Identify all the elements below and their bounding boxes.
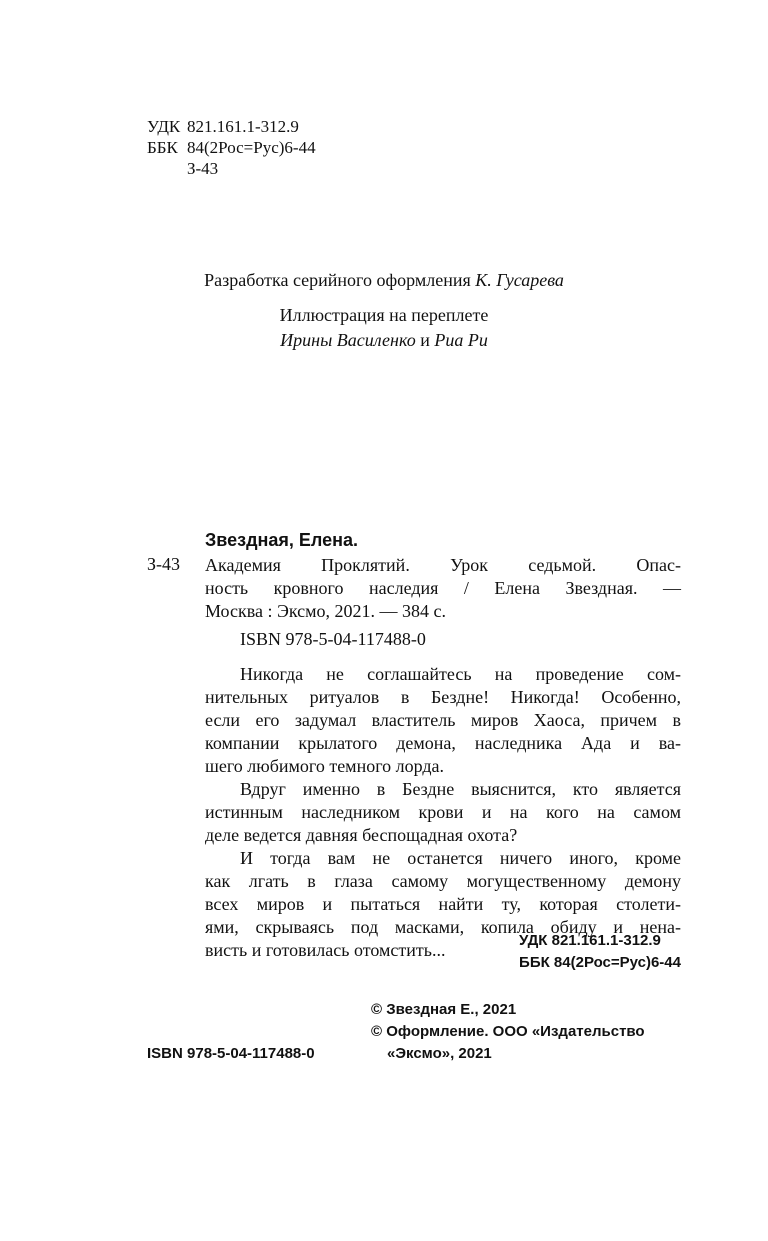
illustrator-1: Ирины Василенко	[280, 330, 416, 350]
card-title	[205, 554, 681, 623]
annotation-line: как лгать в глаза самому могущественному демону	[205, 871, 681, 891]
title-line: Академия Проклятий. Урок седьмой. Опас-	[205, 555, 681, 575]
annotation-line: если его задумал властитель миров Хаоса, причем в	[205, 710, 681, 730]
card-udk-footer: УДК 821.161.1-312.9	[519, 932, 661, 949]
author-sign: З-43	[187, 159, 219, 178]
author-sign-row	[147, 158, 316, 179]
card-footer-codes	[519, 930, 681, 974]
annotation-line: деле ведется давняя беспощадная охота?	[205, 825, 518, 845]
udk-row	[147, 116, 316, 137]
annotation-line: шего любимого темного лорда.	[205, 756, 445, 776]
title-line: ность кровного наследия / Елена Звездная. —	[205, 578, 681, 598]
illustrator-joiner: и	[420, 330, 430, 350]
copyright-design: © Оформление. ООО «Издательство	[371, 1023, 645, 1040]
illustrators-line	[0, 330, 768, 351]
card-bbk-footer: ББК 84(2Рос=Рус)6-44	[519, 954, 681, 971]
bottom-isbn: ISBN 978-5-04-117488-0	[147, 1045, 315, 1062]
card-code: З-43	[147, 554, 181, 574]
design-prefix: Разработка серийного оформления	[204, 270, 471, 290]
annotation-line: И тогда вам не останется ничего иного, кроме	[240, 848, 681, 868]
title-line: Москва : Эксмо, 2021. — 384 с.	[205, 601, 447, 621]
illustrator-2: Риа Ри	[434, 330, 488, 350]
annotation-line: всех миров и пытаться найти ту, которая столети-	[205, 894, 681, 914]
copyright-author: © Звездная Е., 2021	[371, 1001, 517, 1018]
annotation-line: висть и готовилась отомстить...	[205, 940, 446, 960]
illustration-label: Иллюстрация на переплете	[279, 305, 489, 325]
bbk-value: 84(2Рос=Рус)6-44	[187, 138, 316, 157]
catalogue-card	[147, 530, 681, 970]
copyright-publisher: «Эксмо», 2021	[387, 1045, 492, 1062]
card-author: Звездная, Елена.	[205, 530, 358, 550]
design-name: К. Гусарева	[475, 270, 564, 290]
annotation-line: Никогда не соглашайтесь на проведение сом-	[240, 664, 681, 684]
annotation-line: ями, скрываясь под масками, копила обиду и нена-	[205, 917, 681, 937]
annotation-line: нительных ритуалов в Бездне! Никогда! Особенно,	[205, 687, 681, 707]
annotation	[205, 663, 681, 962]
udk-key: УДК	[147, 117, 181, 136]
classification-block	[147, 116, 316, 179]
annotation-line: Вдруг именно в Бездне выяснится, кто является	[240, 779, 681, 799]
bbk-row	[147, 137, 316, 158]
card-isbn: ISBN 978-5-04-117488-0	[240, 629, 426, 649]
annotation-line: компании крылатого демона, наследника Ада и ва-	[205, 733, 681, 753]
bbk-key: ББК	[147, 138, 178, 157]
annotation-line: истинным наследником крови и на кого на самом	[205, 802, 681, 822]
udk-value: 821.161.1-312.9	[187, 117, 299, 136]
design-credit	[0, 270, 768, 291]
